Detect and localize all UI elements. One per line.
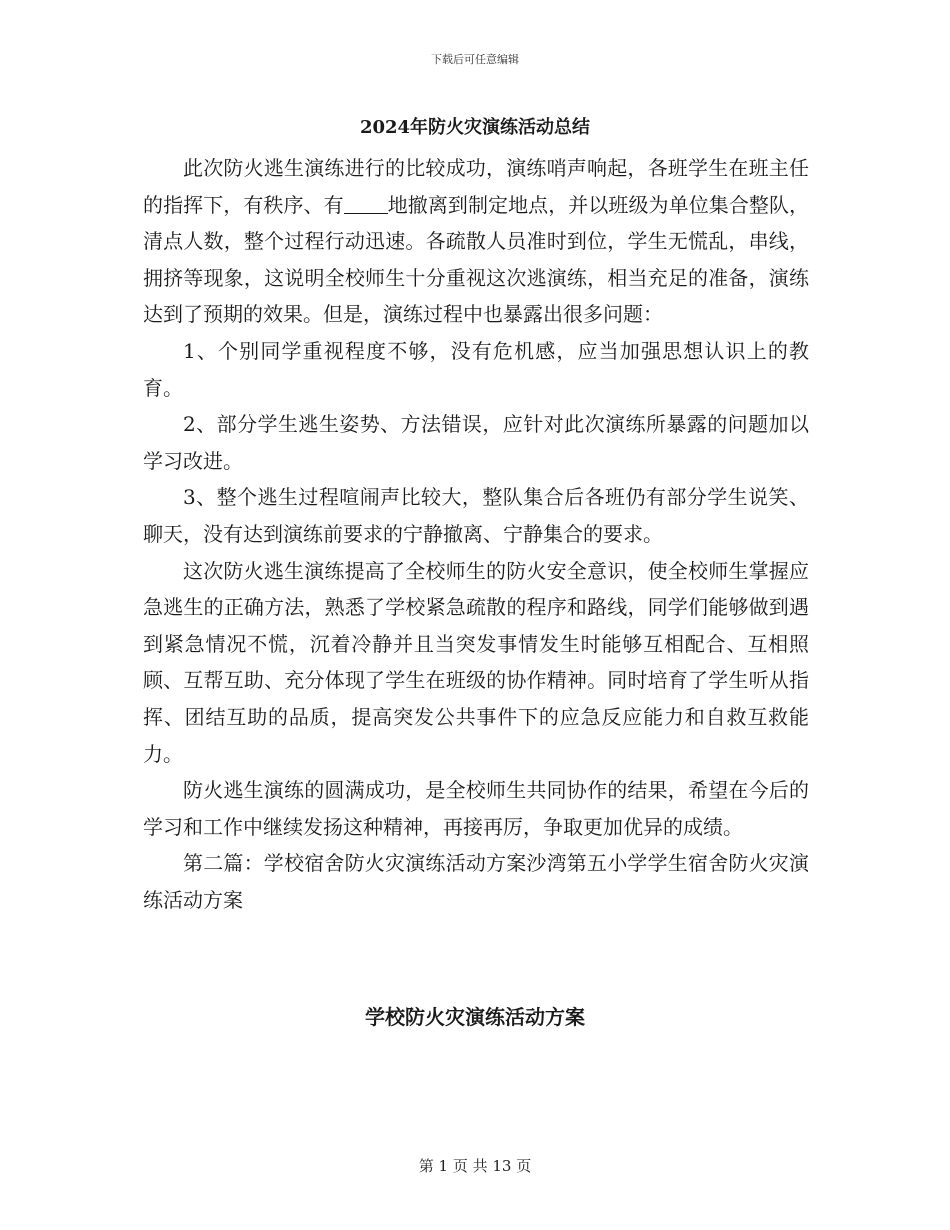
document-body (143, 150, 809, 918)
paragraph-intro-part2: 地撤离到制定地点，并以班级为单位集合整队，清点人数，整个过程行动迅速。各疏散人员准时到位，学生无慌乱，串线，拥挤等现象，这说明全校师生十分重视这次逃演练，相当充足的准备，演练达到了预期的效果。但是，演练过程中也暴露出很多问题： (143, 192, 810, 327)
page-header-note: 下载后可任意编辑 (431, 53, 519, 66)
document-title: 2024年防火灾演练活动总结 (359, 117, 591, 138)
paragraph-outcome: 这次防火逃生演练提高了全校师生的防火安全意识，使全校师生掌握应急逃生的正确方法，熟悉了学校紧急疏散的程序和路线，同学们能够做到遇到紧急情况不慌，沉着冷静并且当突发事情发生时能够互相配合、互相照顾、互帮互助、充分体现了学生在班级的协作精神。同时培育了学生听从指挥、团结互助的品质，提高突发公共事件下的应急反应能力和自救互救能力。 (143, 558, 809, 766)
paragraph-intro-part1: 此次防火逃生演练进行的比较成功，演练哨声响起，各班学生在班主任的指挥下，有秩序、有 (143, 156, 809, 217)
paragraph-issue-1: 1、个别同学重视程度不够，没有危机感，应当加强思想认识上的教育。 (143, 338, 809, 400)
paragraph-issue-2: 2、部分学生逃生姿势、方法错误，应针对此次演练所暴露的问题加以学习改进。 (143, 412, 809, 473)
fill-in-blank (344, 193, 388, 214)
paragraph-conclusion: 防火逃生演练的圆满成功，是全校师生共同协作的结果，希望在今后的学习和工作中继续发扬这种精神，再接再厉，争取更加优异的成绩。 (143, 778, 809, 839)
section-title: 学校防火灾演练活动方案 (365, 1005, 585, 1029)
paragraph-part-two: 第二篇：学校宿舍防火灾演练活动方案沙湾第五小学学生宿舍防火灾演练活动方案 (143, 851, 809, 912)
paragraph-intro (143, 150, 809, 333)
paragraph-issue-3: 3、整个逃生过程喧闹声比较大，整队集合后各班仍有部分学生说笑、聊天，没有达到演练前要求的宁静撤离、宁静集合的要求。 (143, 485, 809, 546)
page-footer: 第 1 页 共 13 页 (418, 1157, 532, 1175)
